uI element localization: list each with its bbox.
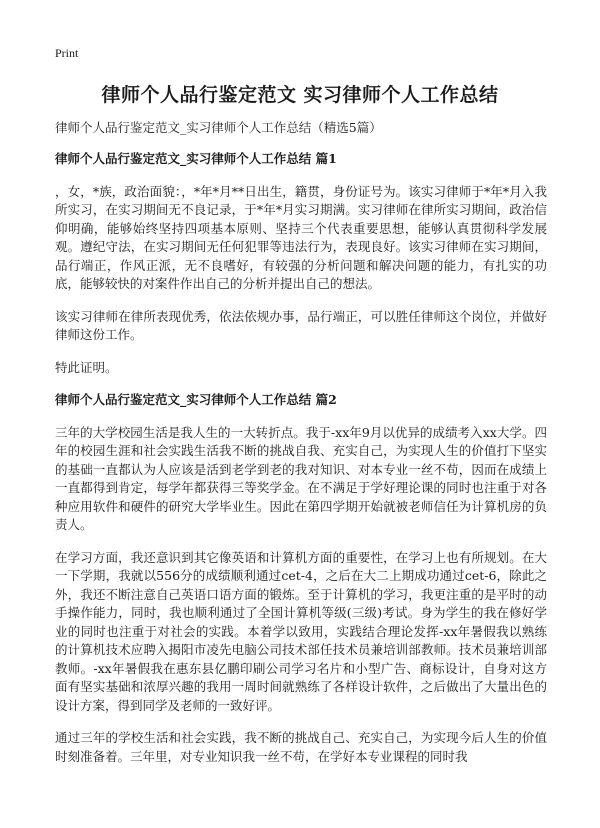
paragraph: 特此证明。 <box>55 359 118 375</box>
paragraph: ，女，*族，政治面貌：，*年*月**日出生，籍贯，身份证号为。该实习律师于*年*月入我所实习，在实习期间无不良记录，于*年*月实习期满。实习律师在律所实习期间，政治信仰明确，能够始终坚持四项基本原则、坚持三个代表重要思想，能够认真贯彻科学发展观。遵纪守法，在实习期间无任何犯罪等违法行为，表现良好。该实习律师在实习期间，品行端正，作风正派，无不良嗜好，有较强的分析问题和解决问题的能力，有扎实的功底，能够较快的对案件作出自己的分析并提出自己的想法。 <box>55 183 547 291</box>
section-2 <box>55 391 547 766</box>
paragraph: 通过三年的学校生活和社会实践，我不断的挑战自己、充实自己，为实现今后人生的价值时刻准备着。三年里，对专业知识我一丝不苟，在学好本专业课程的同时我 <box>55 730 547 764</box>
document-body <box>55 150 547 780</box>
paragraph: 三年的大学校园生活是我人生的一大转折点。我于-xx年9月以优异的成绩考入xx大学。四年的校园生涯和社会实践生活我不断的挑战自我、充实自己，为实现人生的价值打下坚实的基础一直都认为人应该是活到老学到老的我对知识、对本专业一丝不苟，因而在成绩上一直都得到肯定，每学年都获得三等奖学金。在不满足于学好理论课的同时也注重于对各种应用软件和硬件的研究大学毕业生。因此在第四学期开始就被老师信任为计算机房的负责人。 <box>55 424 547 532</box>
document-subtitle: 律师个人品行鉴定范文_实习律师个人工作总结（精选5篇） <box>55 120 382 135</box>
print-label: Print <box>55 46 79 60</box>
paragraph: 该实习律师在律所表现优秀，依法依规办事，品行端正，可以胜任律师这个岗位，并做好律师这份工作。 <box>55 308 547 342</box>
section-1 <box>55 150 547 377</box>
document-title: 律师个人品行鉴定范文 实习律师个人工作总结 <box>101 84 499 106</box>
section-heading: 律师个人品行鉴定范文_实习律师个人工作总结 篇1 <box>55 151 337 166</box>
section-heading: 律师个人品行鉴定范文_实习律师个人工作总结 篇2 <box>55 392 337 407</box>
paragraph: 在学习方面，我还意识到其它像英语和计算机方面的重要性，在学习上也有所规划。在大一下学期，我就以556分的成绩顺利通过cet-4，之后在大二上期成功通过cet-6，除此之外，我还不断注意自己英语口语方面的锻炼。至于计算机的学习，我更注重的是平时的动手操作能力，同时，我也顺利通过了全国计算机等级(三级)考试。身为学生的我在修好学业的同时也注重于对社会的实践。本着学以致用，实践结合理论发挥-xx年暑假我以熟练的计算机技术应聘入揭阳市凌先电脑公司技术部任技术员兼培训部教师。技术员兼培训部教师。-xx年暑假我在惠东县亿鹏印刷公司学习名片和小型广告、商标设计，自身对这方面有坚实基础和浓厚兴趣的我用一周时间就熟练了各样设计软件，之后做出了大量出色的设计方案，得到同学及老师的一致好评。 <box>55 549 547 713</box>
